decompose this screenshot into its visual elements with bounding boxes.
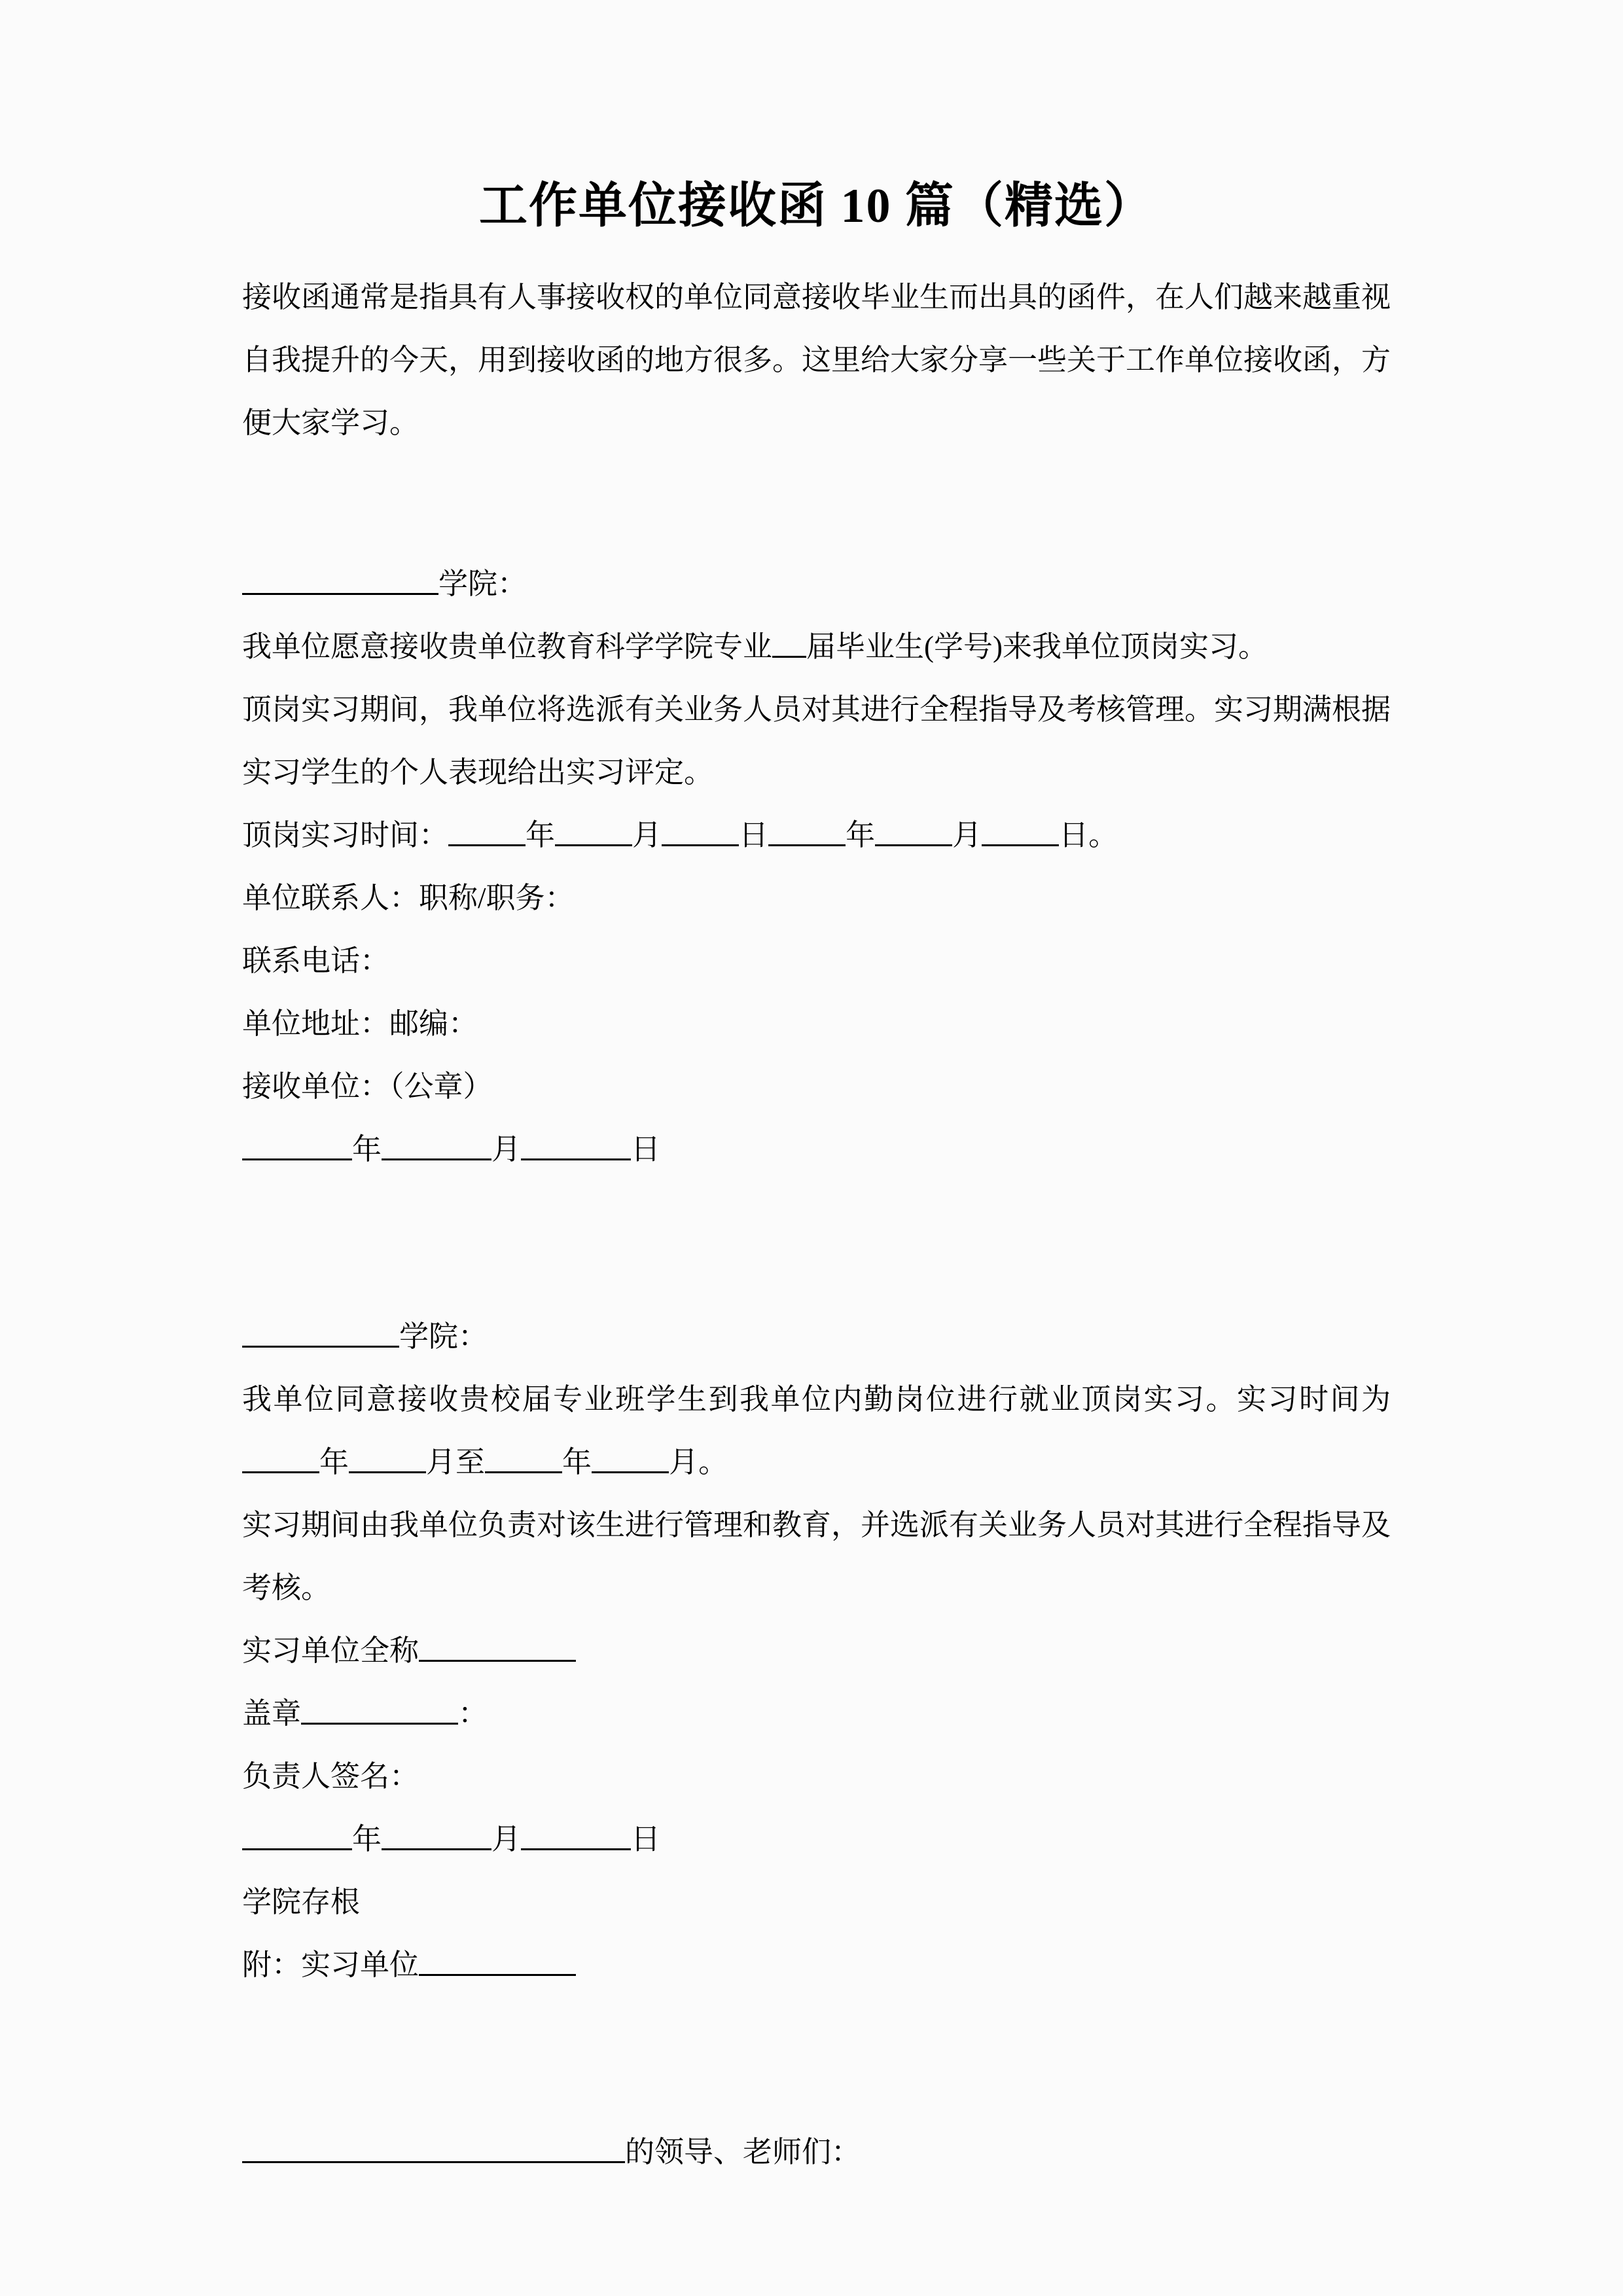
sign-year-unit: 年 bbox=[352, 1823, 382, 1856]
end-month-blank[interactable] bbox=[592, 1441, 669, 1473]
letter-one-section bbox=[242, 552, 1391, 1181]
start-month-blank[interactable] bbox=[349, 1441, 426, 1473]
start-year-blank[interactable] bbox=[242, 1441, 319, 1473]
document-content bbox=[242, 0, 1391, 2183]
letter-one-internship-period bbox=[242, 804, 1391, 867]
letter-one-phone: 联系电话： bbox=[242, 944, 390, 977]
start-day-unit: 日 bbox=[739, 819, 769, 852]
end-day-blank[interactable] bbox=[982, 814, 1059, 846]
page-title: 工作单位接收函 10 篇（精选） bbox=[479, 179, 1154, 233]
intro-paragraph: 接收函通常是指具有人事接收权的单位同意接收毕业生而出具的函件，在人们越来越重视自我提升的今天，用到接收函的地方很多。这里给大家分享一些关于工作单位接收函，方便大家学习。 bbox=[242, 281, 1391, 439]
connector-to: 至 bbox=[455, 1446, 486, 1479]
end-year-blank[interactable] bbox=[768, 814, 846, 846]
letter-two-section bbox=[242, 1305, 1391, 1996]
college-name-blank[interactable] bbox=[242, 1316, 399, 1348]
letter-three-section bbox=[242, 2121, 1391, 2183]
end-month-unit: 月 bbox=[669, 1446, 699, 1479]
letter-one-body-1-part-b: 届毕业生(学号)来我单位顶岗实习。 bbox=[806, 630, 1268, 663]
sign-year-unit: 年 bbox=[352, 1133, 382, 1166]
attachment-label: 附：实习单位 bbox=[242, 1948, 419, 1981]
letter-three-salutation-suffix: 的领导、老师们： bbox=[625, 2136, 861, 2168]
seal-blank[interactable] bbox=[301, 1693, 458, 1725]
letter-two-body-1-text: 我单位同意接收贵校届专业班学生到我单位内勤岗位进行就业顶岗实习。实习时间为 bbox=[242, 1383, 1391, 1416]
full-name-label: 实习单位全称 bbox=[242, 1634, 419, 1667]
period-mark: 。 bbox=[698, 1446, 728, 1479]
letter-one-contact-person: 单位联系人：职称/职务： bbox=[242, 882, 575, 914]
start-month-unit: 月 bbox=[426, 1446, 456, 1479]
letter-one-body-2: 顶岗实习期间，我单位将选派有关业务人员对其进行全程指导及考核管理。实习期满根据实习学生的个人表现给出实习评定。 bbox=[242, 693, 1391, 789]
letter-two-signature: 负责人签名： bbox=[242, 1760, 419, 1793]
letter-one-body-1-part-a: 我单位愿意接收贵单位教育科学学院专业 bbox=[242, 630, 773, 663]
letter-two-salutation-suffix: 学院： bbox=[399, 1320, 488, 1353]
letter-one-sign-date bbox=[242, 1118, 1391, 1181]
unit-full-name-blank[interactable] bbox=[419, 1630, 576, 1662]
period-mark: 。 bbox=[1088, 819, 1118, 852]
letter-two-body-2: 实习期间由我单位负责对该生进行管理和教育，并选派有关业务人员对其进行全程指导及考核。 bbox=[242, 1509, 1391, 1604]
letter-two-archive-label: 学院存根 bbox=[242, 1886, 361, 1918]
end-month-blank[interactable] bbox=[875, 814, 952, 846]
end-year-unit: 年 bbox=[846, 819, 876, 852]
start-year-unit: 年 bbox=[319, 1446, 349, 1479]
sign-month-blank[interactable] bbox=[382, 1818, 491, 1850]
end-year-unit: 年 bbox=[562, 1446, 592, 1479]
seal-colon: ： bbox=[458, 1697, 488, 1730]
letter-two-sign-date bbox=[242, 1808, 1391, 1871]
spacer bbox=[242, 1181, 1391, 1305]
end-month-unit: 月 bbox=[952, 819, 982, 852]
letter-one-receiving-unit: 接收单位：（公章） bbox=[242, 1070, 493, 1103]
sign-month-unit: 月 bbox=[491, 1133, 522, 1166]
letter-one-salutation bbox=[242, 552, 1391, 615]
sign-day-unit: 日 bbox=[631, 1823, 661, 1856]
sign-month-unit: 月 bbox=[491, 1823, 522, 1856]
cohort-year-blank[interactable] bbox=[772, 626, 806, 658]
start-year-unit: 年 bbox=[526, 819, 556, 852]
end-day-unit: 日 bbox=[1059, 819, 1089, 852]
end-year-blank[interactable] bbox=[485, 1441, 562, 1473]
letter-one-salutation-suffix: 学院： bbox=[438, 567, 527, 600]
attachment-unit-blank[interactable] bbox=[419, 1944, 576, 1976]
seal-label: 盖章 bbox=[242, 1697, 302, 1730]
sign-day-blank[interactable] bbox=[521, 1128, 631, 1160]
internship-time-label: 顶岗实习时间： bbox=[242, 819, 449, 852]
letter-two-seal bbox=[242, 1682, 1391, 1745]
letter-one-address: 单位地址：邮编： bbox=[242, 1007, 478, 1040]
sign-month-blank[interactable] bbox=[382, 1128, 491, 1160]
start-month-blank[interactable] bbox=[555, 814, 632, 846]
letter-one-body-1 bbox=[242, 615, 1391, 678]
sign-day-blank[interactable] bbox=[521, 1818, 631, 1850]
start-month-unit: 月 bbox=[632, 819, 662, 852]
spacer bbox=[242, 1996, 1391, 2121]
start-year-blank[interactable] bbox=[448, 814, 526, 846]
letter-two-body-1 bbox=[242, 1368, 1391, 1494]
sign-day-unit: 日 bbox=[631, 1133, 661, 1166]
sign-year-blank[interactable] bbox=[242, 1818, 352, 1850]
letter-three-salutation bbox=[242, 2121, 1391, 2183]
letter-two-full-name bbox=[242, 1619, 1391, 1682]
organization-name-blank[interactable] bbox=[242, 2131, 625, 2163]
letter-two-salutation bbox=[242, 1305, 1391, 1368]
spacer bbox=[242, 454, 1391, 552]
college-name-blank[interactable] bbox=[242, 563, 438, 595]
letter-two-attachment bbox=[242, 1933, 1391, 1996]
sign-year-blank[interactable] bbox=[242, 1128, 352, 1160]
start-day-blank[interactable] bbox=[662, 814, 739, 846]
